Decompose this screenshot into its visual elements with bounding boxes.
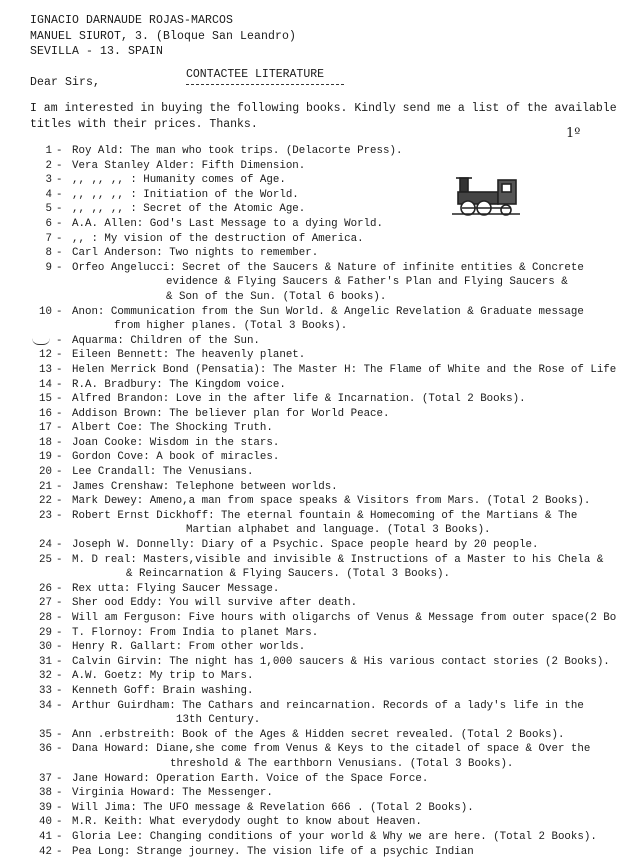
item-text: James Crenshaw: Telephone between worlds. [72,480,338,493]
list-item [0,363,617,378]
list-item [0,334,600,349]
list-item [0,436,600,451]
list-item [0,553,604,582]
list-item [0,509,600,538]
item-text: Gloria Lee: Changing conditions of your world & Why we are here. (Total 2 Books). [72,830,597,843]
item-dash: - [56,247,63,260]
list-item [0,188,600,203]
item-number: 4 [45,188,52,201]
list-item [0,305,600,334]
item-dash: - [56,539,63,552]
list-item [0,845,600,859]
item-number: 40 [39,816,52,829]
list-item [0,173,600,188]
item-text: Addison Brown: The believer plan for World Peace. [72,407,390,420]
item-dash: - [56,393,63,406]
title-underline [186,84,344,85]
item-number: 34 [39,699,52,712]
item-dash: - [56,801,63,814]
item-number: 9 [45,261,52,274]
item-text: Anon: Communication from the Sun World. & Angelic Revelation & Graduate message [72,305,584,318]
list-item [0,159,600,174]
list-item [0,261,600,305]
item-number: 35 [39,728,52,741]
item-text: Mark Dewey: Ameno,a man from space speaks & Visitors from Mars. (Total 2 Books). [72,495,591,508]
item-dash: - [56,261,63,274]
item-text: Lee Crandall: The Venusians. [72,466,254,479]
item-text: Orfeo Angelucci: Secret of the Saucers & Nature of infinite entities & Concrete [72,261,584,274]
item-text: ,, : My vision of the destruction of America. [72,232,364,245]
item-text: Joan Cooke: Wisdom in the stars. [72,436,280,449]
item-text: T. Flornoy: From India to planet Mars. [72,626,319,639]
item-text: Calvin Girvin: The night has 1,000 saucers & His various contact stories (2 Books). [72,655,610,668]
item-dash: - [56,772,63,785]
item-dash: - [56,436,63,449]
item-dash: - [56,816,63,829]
item-continuation: & Reincarnation & Flying Saucers. (Total 3 Books). [126,568,450,581]
item-dash: - [56,349,63,362]
intro-line-1: I am interested in buying the following books. Kindly send me a list of the available [30,102,617,115]
item-text: Aquarma: Children of the Sun. [72,334,260,347]
list-item [0,450,600,465]
item-text: A.W. Goetz: My trip to Mars. [72,670,254,683]
item-text: Will am Ferguson: Five hours with oligarchs of Venus & Message from outer space(2 Bo [72,612,617,625]
item-number: 6 [45,217,52,230]
list-item [0,378,600,393]
item-text: Henry R. Gallart: From other worlds. [72,641,306,654]
item-dash: - [56,699,63,712]
item-dash: - [56,378,63,391]
item-dash: - [56,495,63,508]
item-number: 30 [39,641,52,654]
list-item [0,407,600,422]
item-dash: - [56,363,63,376]
item-number: 15 [39,393,52,406]
item-number: 13 [39,363,52,376]
item-number: 16 [39,407,52,420]
item-number: 38 [39,787,52,800]
item-number: 1 [45,145,52,157]
item-text: Will Jima: The UFO message & Revelation 666 . (Total 2 Books). [72,801,474,814]
item-dash: - [56,743,63,756]
item-text: ,, ,, ,, : Secret of the Atomic Age. [72,203,306,216]
item-text: Ann .erbstreith: Book of the Ages & Hidden secret revealed. (Total 2 Books). [72,728,565,741]
item-number: 25 [39,553,52,566]
item-dash: - [56,451,63,464]
item-number: 12 [39,349,52,362]
sender-street: MANUEL SIUROT, 3. (Bloque San Leandro) [30,30,297,43]
item-dash: - [56,159,63,172]
item-dash: - [56,145,63,157]
book-list [0,144,617,859]
item-number: 7 [45,232,52,245]
item-dash: - [56,174,63,187]
item-text: Sher ood Eddy: You will survive after death. [72,597,358,610]
item-text: Carl Anderson: Two nights to remember. [72,247,319,260]
item-dash: - [56,612,63,625]
item-dash: - [56,728,63,741]
item-text: Albert Coe: The Shocking Truth. [72,422,273,435]
item-dash: - [56,217,63,230]
item-number: 33 [39,684,52,697]
item-number: 21 [39,480,52,493]
list-item [0,421,600,436]
item-dash: - [56,670,63,683]
item-text: Vera Stanley Alder: Fifth Dimension. [72,159,306,172]
list-item [0,392,600,407]
item-dash: - [56,334,63,347]
item-text: Dana Howard: Diane,she come from Venus & Keys to the citadel of space & Over the [72,743,591,756]
page-number-mark: 1º [566,126,581,141]
item-text: A.A. Allen: God's Last Message to a dying World. [72,217,384,230]
list-item [0,684,600,699]
item-dash: - [56,655,63,668]
list-item [0,815,600,830]
list-item [0,699,600,728]
item-number: 20 [39,466,52,479]
item-continuation: & Son of the Sun. (Total 6 books). [166,290,387,303]
item-text: Kenneth Goff: Brain washing. [72,684,254,697]
item-dash: - [56,597,63,610]
item-number: 5 [45,203,52,216]
list-item [0,640,600,655]
item-text: ,, ,, ,, : Initiation of the World. [72,188,299,201]
item-dash: - [56,582,63,595]
item-number: 37 [39,772,52,785]
item-number: 24 [39,539,52,552]
item-dash: - [56,830,63,843]
list-item [0,232,600,247]
list-item [0,217,600,232]
list-item [0,538,600,553]
item-continuation: 13th Century. [176,714,261,727]
item-text: Helen Merrick Bond (Pensatia): The Master H: The Flame of White and the Rose of Life [72,363,617,376]
item-text: Eileen Bennett: The heavenly planet. [72,349,306,362]
item-dash: - [56,553,63,566]
item-dash: - [56,188,63,201]
list-item [0,772,600,787]
list-item [0,742,600,771]
item-dash: - [56,305,63,318]
item-dash: - [56,509,63,522]
list-item [0,494,600,509]
item-text: Robert Ernst Dickhoff: The eternal fountain & Homecoming of the Martians & The [72,509,578,522]
item-text: Rex utta: Flying Saucer Message. [72,582,280,595]
list-item [0,144,600,159]
handwritten-mark [32,338,50,345]
item-number: 32 [39,670,52,683]
item-number: 42 [39,845,52,858]
item-text: R.A. Bradbury: The Kingdom voice. [72,378,286,391]
page-title: CONTACTEE LITERATURE [186,68,325,81]
item-dash: - [56,407,63,420]
item-number: 31 [39,655,52,668]
item-dash: - [56,203,63,216]
item-text: Virginia Howard: The Messenger. [72,787,273,800]
item-text: Alfred Brandon: Love in the after life & Incarnation. (Total 2 Books). [72,393,526,406]
list-item [0,669,600,684]
item-number: 3 [45,174,52,187]
list-item [0,348,600,363]
item-text: Jane Howard: Operation Earth. Voice of the Space Force. [72,772,429,785]
item-dash: - [56,787,63,800]
item-number: 39 [39,801,52,814]
list-item [0,626,600,641]
item-dash: - [56,466,63,479]
item-dash: - [56,684,63,697]
item-number: 22 [39,495,52,508]
item-continuation: evidence & Flying Saucers & Father's Plan and Flying Saucers & [166,276,568,289]
item-text: Pea Long: Strange journey. The vision life of a psychic Indian [72,845,474,858]
salutation: Dear Sirs, [30,76,101,89]
item-number: 23 [39,509,52,522]
item-continuation: threshold & The earthborn Venusians. (Total 3 Books). [170,757,514,770]
list-item [0,728,600,743]
list-item [0,246,600,261]
list-item [0,655,610,670]
item-number: 10 [39,305,52,318]
item-text: M. D real: Masters,visible and invisible & Instructions of a Master to his Chela & [72,553,604,566]
item-number: 8 [45,247,52,260]
item-dash: - [56,626,63,639]
list-item [0,202,600,217]
item-continuation: from higher planes. (Total 3 Books). [114,320,348,333]
list-item [0,801,600,816]
item-dash: - [56,422,63,435]
item-text: ,, ,, ,, : Humanity comes of Age. [72,174,286,187]
item-number: 14 [39,378,52,391]
item-continuation: Martian alphabet and language. (Total 3 Books). [186,524,491,537]
item-text: Joseph W. Donnelly: Diary of a Psychic. Space people heard by 20 people. [72,539,539,552]
item-dash: - [56,845,63,858]
list-item [0,786,600,801]
item-dash: - [56,641,63,654]
item-text: Arthur Guirdham: The Cathars and reincarnation. Records of a lady's life in the [72,699,584,712]
list-item [0,582,600,597]
list-item [0,830,600,845]
item-dash: - [56,480,63,493]
item-number: 28 [39,612,52,625]
item-number: 36 [39,743,52,756]
item-text: Gordon Cove: A book of miracles. [72,451,280,464]
list-item [0,596,600,611]
item-number: 41 [39,830,52,843]
item-number: 17 [39,422,52,435]
item-number: 2 [45,159,52,172]
sender-name: IGNACIO DARNAUDE ROJAS-MARCOS [30,14,234,27]
list-item [0,465,600,480]
item-number: 29 [39,626,52,639]
item-number: 19 [39,451,52,464]
list-item [0,480,600,495]
item-number: 27 [39,597,52,610]
item-number: 26 [39,582,52,595]
item-number: 18 [39,436,52,449]
intro-line-2: titles with their prices. Thanks. [30,118,258,131]
item-dash: - [56,232,63,245]
list-item [0,611,617,626]
sender-city: SEVILLA - 13. SPAIN [30,45,164,58]
item-text: Roy Ald: The man who took trips. (Delacorte Press). [72,145,403,157]
item-text: M.R. Keith: What everydody ought to know about Heaven. [72,816,422,829]
